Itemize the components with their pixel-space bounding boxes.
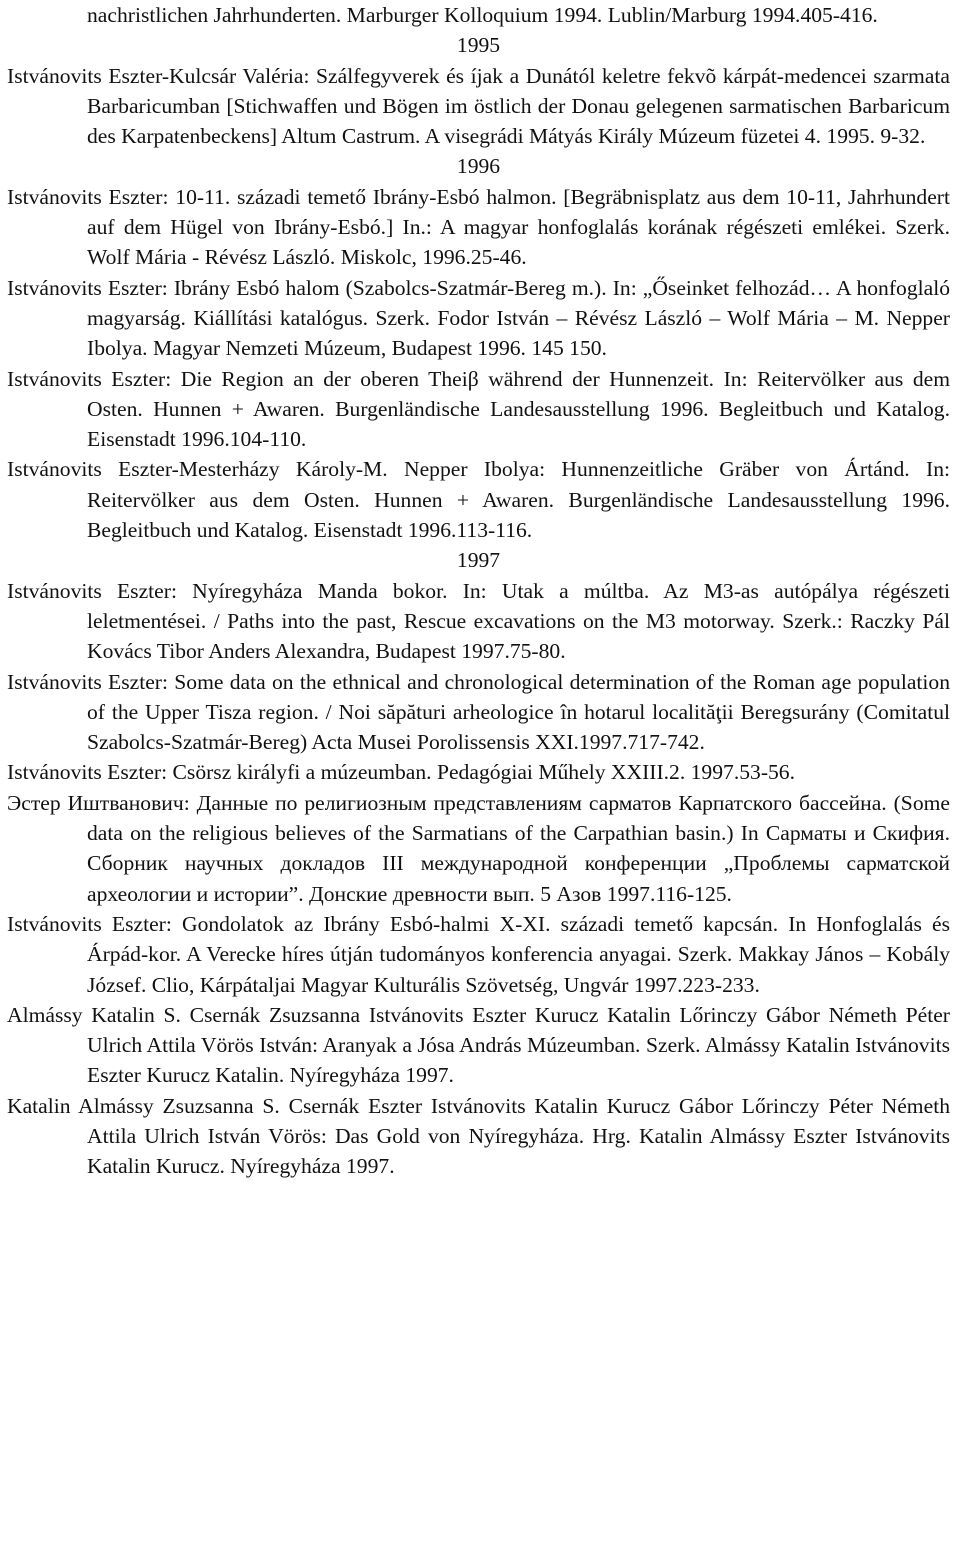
bibliography-entry: Istvánovits Eszter: 10-11. századi temető Ibrány-Esbó halmon. [Begräbnisplatz aus dem 10-11, Jahrhundert auf dem Hügel von Ibrány-Esbó.] In.: A magyar honfoglalás korának régészeti emlékei. Szerk. Wolf Mária - Révész László. Miskolc, 1996.25-46. bbox=[7, 184, 950, 270]
bibliography-entry: Istvánovits Eszter: Die Region an der oberen Theiβ während der Hunnenzeit. In: Reitervölker aus dem Osten. Hunnen + Awaren. Burgenländische Landesausstellung 1996. Begleitbuch und Katalog. Eisenstadt 1996.104-110. bbox=[7, 366, 950, 452]
bibliography-entry: Almássy Katalin S. Csernák Zsuzsanna Istvánovits Eszter Kurucz Katalin Lőrinczy Gábor Németh Péter Ulrich Attila Vörös István: Aranyak a Jósa András Múzeumban. Szerk. Almássy Katalin Istvánovits Eszter Kurucz Katalin. Nyíregyháza 1997. bbox=[7, 1002, 950, 1088]
bibliography-entry: Istvánovits Eszter-Mesterházy Károly-M. Nepper Ibolya: Hunnenzeitliche Gräber von Ártánd. In: Reitervölker aus dem Osten. Hunnen + Awaren. Burgenländische Landesausstellung 1996. Begleitbuch und Katalog. Eisenstadt 1996.113-116. bbox=[7, 457, 950, 543]
bibliography-entry: Katalin Almássy Zsuzsanna S. Csernák Eszter Istvánovits Katalin Kurucz Gábor Lőrinczy Péter Németh Attila Ulrich István Vörös: Das Gold von Nyíregyháza. Hrg. Katalin Almássy Eszter Istvánovits Katalin Kurucz. Nyíregyháza 1997. bbox=[7, 1093, 950, 1179]
year-heading-1995: 1995 bbox=[456, 33, 501, 58]
bibliography-entry: Эстер Иштванович: Данные по религиозным представлениям сарматов Карпатского бассейна. (Some data on the religious believes of the Sarmatians of the Carpathian basin.) In Сарматы и Скифия. Сборник научных докладов III международной конференции „Проблемы сарматской археологии и истории”. Донские древности вып. 5 Азов 1997.116-125. bbox=[7, 790, 950, 906]
bibliography-entry: Istvánovits Eszter: Some data on the ethnical and chronological determination of the Roman age population of the Upper Tisza region. / Noi săpături arheologice în hotarul localităţii Beregsurány (Comitatul Szabolcs-Szatmár-Bereg) Acta Musei Porolissensis XXI.1997.717-742. bbox=[7, 669, 950, 755]
continued-entry: nachristlichen Jahrhunderten. Marburger Kolloquium 1994. Lublin/Marburg 1994.405-416. bbox=[87, 3, 878, 27]
bibliography-entry: Istvánovits Eszter: Csörsz királyfi a múzeumban. Pedagógiai Műhely XXIII.2. 1997.53-56. bbox=[7, 760, 796, 785]
year-heading-1997: 1997 bbox=[456, 548, 501, 573]
bibliography-entry: Istvánovits Eszter: Nyíregyháza Manda bokor. In: Utak a múltba. Az M3-as autópálya régészeti leletmentései. / Paths into the past, Rescue excavations on the M3 motorway. Szerk.: Raczky Pál Kovács Tibor Anders Alexandra, Budapest 1997.75-80. bbox=[7, 578, 950, 664]
year-heading-1996: 1996 bbox=[456, 154, 501, 179]
bibliography-entry: Istvánovits Eszter: Ibrány Esbó halom (Szabolcs-Szatmár-Bereg m.). In: „Őseinket felhozád… A honfoglaló magyarság. Kiállítási katalógus. Szerk. Fodor István – Révész László – Wolf Mária – M. Nepper Ibolya. Magyar Nemzeti Múzeum, Budapest 1996. 145 150. bbox=[7, 275, 950, 361]
bibliography-entry: Istvánovits Eszter: Gondolatok az Ibrány Esbó-halmi X-XI. századi temető kapcsán. In Honfoglalás és Árpád-kor. A Verecke híres útján tudományos konferencia anyagai. Szerk. Makkay János – Kobály József. Clio, Kárpátaljai Magyar Kulturális Szövetség, Ungvár 1997.223-233. bbox=[7, 911, 950, 997]
bibliography-entry: Istvánovits Eszter-Kulcsár Valéria: Szálfegyverek és íjak a Dunától keletre fekvõ kárpát-medencei szarmata Barbaricumban [Stichwaffen und Bögen im östlich der Donau gelegenen sarmatischen Barbaricum des Karpatenbeckens] Altum Castrum. A visegrádi Mátyás Király Múzeum füzetei 4. 1995. 9-32. bbox=[7, 63, 950, 149]
